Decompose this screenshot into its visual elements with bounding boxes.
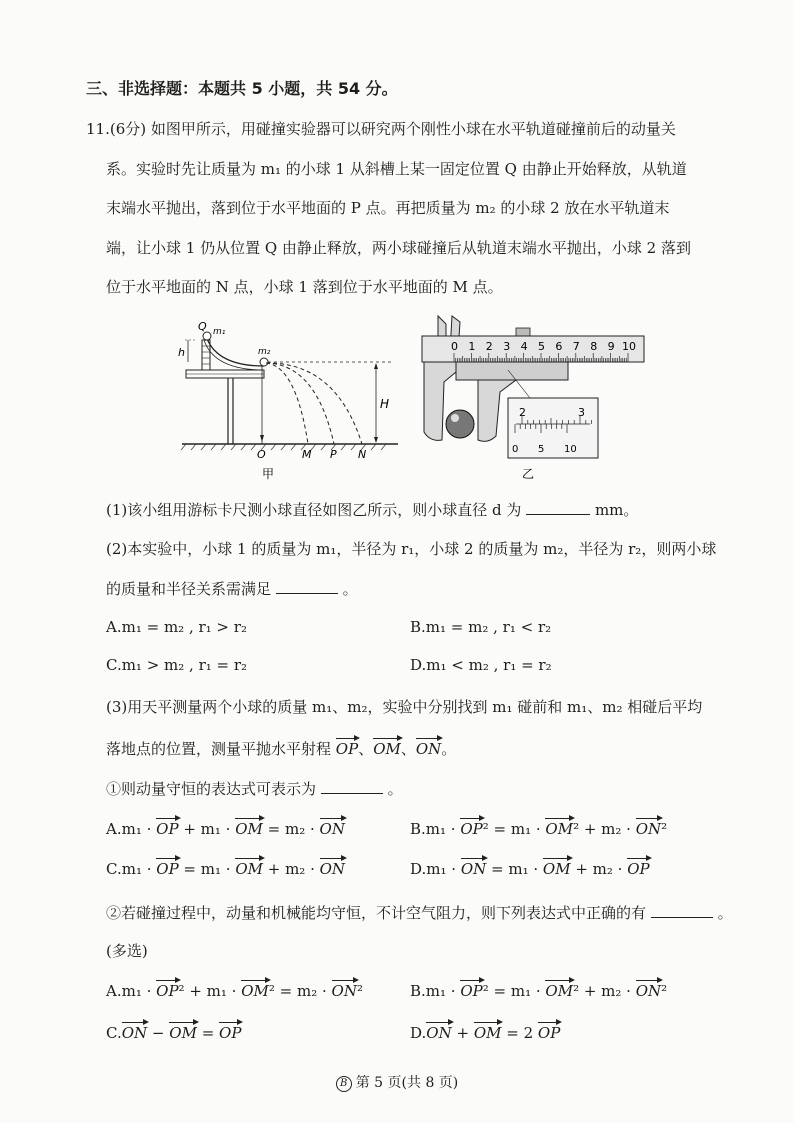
part2-answer-blank[interactable] xyxy=(276,579,338,594)
main-scale-number: 9 xyxy=(607,340,615,353)
sub2-option-b[interactable] xyxy=(410,982,667,1000)
opt-text: m₁ · xyxy=(426,860,461,878)
label-N: N xyxy=(358,448,367,461)
part2-option-b[interactable]: B.m₁ = m₂ , r₁ < r₂ xyxy=(410,618,552,636)
sub1-answer-blank[interactable] xyxy=(321,779,383,794)
opt-letter: C. xyxy=(106,1024,122,1042)
sub2-option-d[interactable] xyxy=(410,1024,560,1042)
part2-option-c[interactable]: C.m₁ > m₂ , r₁ = r₂ xyxy=(106,656,248,674)
vector-op: OP xyxy=(460,820,483,838)
opt-text: ² + m₂ · xyxy=(573,820,636,838)
opt-text: = m₂ · xyxy=(262,820,320,838)
opt-text: + m₁ · xyxy=(178,820,236,838)
vector-on: ON xyxy=(331,982,357,1000)
opt-letter: B. xyxy=(410,820,426,838)
sub1-option-a[interactable] xyxy=(106,820,345,838)
part3-line-1: (3)用天平测量两个小球的质量 m₁、m₂，实验中分别找到 m₁ 碰前和 m₁、m₂ 相碰后平均 xyxy=(106,698,703,716)
opt-text: = 2 xyxy=(501,1024,538,1042)
opt-text: m₁ · xyxy=(121,982,157,1000)
part1-line xyxy=(106,499,638,520)
zoom-vernier-label-10: 10 xyxy=(564,444,577,455)
sub2-option-c[interactable] xyxy=(106,1024,241,1042)
opt-text: ² + m₂ · xyxy=(573,982,636,1000)
vector-om: OM xyxy=(542,860,571,878)
sub2-multi-select-note: (多选) xyxy=(106,942,148,960)
vector-on: ON xyxy=(635,820,662,838)
sub1-option-b[interactable] xyxy=(410,820,667,838)
main-scale-number: 5 xyxy=(538,340,545,353)
part3-sub1 xyxy=(106,778,403,799)
page-number: 第 5 页(共 8 页) xyxy=(355,1075,459,1091)
opt-text: = xyxy=(196,1024,220,1042)
figure-jia-collision-apparatus xyxy=(176,316,406,486)
zoom-vernier-label-5: 5 xyxy=(538,444,545,455)
label-O: O xyxy=(257,448,266,461)
vector-on: ON xyxy=(319,860,346,878)
q11-intro-line-2: 系。实验时先让质量为 m₁ 的小球 1 从斜槽上某一固定位置 Q 由静止开始释放，从轨道 xyxy=(106,160,687,178)
opt-text: ² xyxy=(356,982,363,1000)
opt-text: ² + m₁ · xyxy=(178,982,242,1000)
page-footer xyxy=(0,1072,794,1092)
part2-period: 。 xyxy=(342,580,358,598)
vector-om: OM xyxy=(373,740,401,758)
label-h: h xyxy=(178,346,185,359)
opt-text: m₁ · xyxy=(425,982,461,1000)
main-scale-number: 6 xyxy=(555,340,563,353)
part1-unit: mm。 xyxy=(594,501,639,519)
opt-text: + m₂ · xyxy=(570,860,628,878)
vector-on: ON xyxy=(460,860,487,878)
opt-letter: D. xyxy=(410,860,427,878)
opt-letter: D. xyxy=(410,1024,427,1042)
opt-text: ² xyxy=(661,820,668,838)
vector-op: OP xyxy=(219,1024,242,1042)
vector-op: OP xyxy=(537,1024,561,1042)
vector-op: OP xyxy=(460,982,483,1000)
vector-om: OM xyxy=(235,820,263,838)
vector-om: OM xyxy=(473,1024,502,1042)
vector-on: ON xyxy=(121,1024,148,1042)
q11-intro-line-1: 11.(6分) 如图甲所示，用碰撞实验器可以研究两个刚性小球在水平轨道碰撞前后的动量关 xyxy=(86,120,676,138)
vector-om: OM xyxy=(545,982,574,1000)
q11-intro-line-5: 位于水平地面的 N 点，小球 1 落到位于水平地面的 M 点。 xyxy=(106,278,503,296)
main-scale-number: 2 xyxy=(485,340,493,353)
part2-line-2 xyxy=(106,578,358,599)
paper-version-badge: B xyxy=(336,1076,352,1092)
sub1-period: 。 xyxy=(387,780,403,798)
opt-text: ² = m₁ · xyxy=(482,982,546,1000)
main-scale-number: 4 xyxy=(520,340,528,353)
vector-op: OP xyxy=(627,860,650,878)
q11-intro-line-3: 末端水平抛出，落到位于水平地面的 P 点。再把质量为 m₂ 的小球 2 放在水平轨道末 xyxy=(106,199,670,217)
opt-text: = m₁ · xyxy=(486,860,543,878)
main-scale-number: 0 xyxy=(451,340,458,353)
label-m2: m₂ xyxy=(258,347,271,357)
vector-op: OP xyxy=(156,860,179,878)
zoom-vernier-label-0: 0 xyxy=(512,444,519,455)
part2-line-1: (2)本实验中，小球 1 的质量为 m₁，半径为 r₁，小球 2 的质量为 m₂，半径为 r₂，则两小球 xyxy=(106,540,717,558)
sub2-period: 。 xyxy=(717,904,733,922)
vector-om: OM xyxy=(545,820,574,838)
section-header: 三、非选择题：本题共 5 小题，共 54 分。 xyxy=(86,79,398,98)
part2-option-a[interactable]: A.m₁ = m₂ , r₁ > r₂ xyxy=(106,618,247,636)
opt-letter: A. xyxy=(106,982,122,1000)
caption-yi: 乙 xyxy=(522,467,535,481)
opt-text: = m₁ · xyxy=(178,860,236,878)
opt-text: ² xyxy=(661,982,668,1000)
figure-yi-vernier-caliper xyxy=(420,312,652,488)
sub2-text: ②若碰撞过程中，动量和机械能均守恒，不计空气阻力，则下列表达式中正确的有 xyxy=(106,904,647,922)
opt-letter: B. xyxy=(410,982,426,1000)
label-P: P xyxy=(330,448,337,461)
part2-option-d[interactable]: D.m₁ < m₂ , r₁ = r₂ xyxy=(410,656,552,674)
sub1-option-c[interactable] xyxy=(106,860,345,878)
part1-answer-blank[interactable] xyxy=(526,500,590,515)
vector-op: OP xyxy=(156,820,179,838)
main-scale-number: 7 xyxy=(572,340,580,353)
zoom-main-label-2: 2 xyxy=(519,406,526,419)
part1-text: (1)该小组用游标卡尺测小球直径如图乙所示，则小球直径 d 为 xyxy=(106,501,522,519)
opt-text: m₁ · xyxy=(425,820,461,838)
part2-text: 的质量和半径关系需满足 xyxy=(106,580,272,598)
vector-op: OP xyxy=(335,740,359,758)
vector-on: ON xyxy=(319,820,345,838)
main-scale-number: 10 xyxy=(622,340,636,353)
sep-2: 、 xyxy=(400,740,416,758)
vector-om: OM xyxy=(241,982,269,1000)
part3-line-2 xyxy=(106,738,456,759)
opt-text: m₁ · xyxy=(121,860,157,878)
opt-text: m₁ · xyxy=(121,820,157,838)
sep-1: 、 xyxy=(358,740,374,758)
main-scale-number: 1 xyxy=(468,340,476,353)
sub2-option-a[interactable] xyxy=(106,982,363,1000)
q11-intro-line-4: 端，让小球 1 仍从位置 Q 由静止释放，两小球碰撞后从轨道末端水平抛出，小球 2 落到 xyxy=(106,239,691,257)
label-q: Q xyxy=(198,320,207,333)
opt-text: + m₂ · xyxy=(262,860,320,878)
vector-on: ON xyxy=(426,1024,452,1042)
vector-om: OM xyxy=(235,860,263,878)
label-H: H xyxy=(380,397,390,411)
part3-line2-text: 落地点的位置，测量平抛水平射程 xyxy=(106,740,332,758)
zoom-main-label-3: 3 xyxy=(578,406,585,419)
opt-text: + xyxy=(451,1024,474,1042)
opt-text: − xyxy=(147,1024,170,1042)
vector-om: OM xyxy=(169,1024,197,1042)
vector-op: OP xyxy=(156,982,179,1000)
label-m1: m₁ xyxy=(213,327,226,337)
main-scale-number: 8 xyxy=(590,340,598,353)
part3-sub2 xyxy=(106,902,733,923)
sub2-answer-blank[interactable] xyxy=(651,903,713,918)
caption-jia: 甲 xyxy=(262,467,275,481)
sub1-option-d[interactable] xyxy=(410,860,650,878)
vector-on: ON xyxy=(415,740,442,758)
sub1-text: ①则动量守恒的表达式可表示为 xyxy=(106,780,317,798)
opt-text: ² = m₁ · xyxy=(482,820,546,838)
main-scale-number: 3 xyxy=(503,340,511,353)
label-M: M xyxy=(302,448,312,461)
opt-text: ² = m₂ · xyxy=(268,982,332,1000)
vector-on: ON xyxy=(635,982,662,1000)
opt-letter: C. xyxy=(106,860,122,878)
part3-line2-end: 。 xyxy=(441,740,457,758)
opt-letter: A. xyxy=(106,820,122,838)
